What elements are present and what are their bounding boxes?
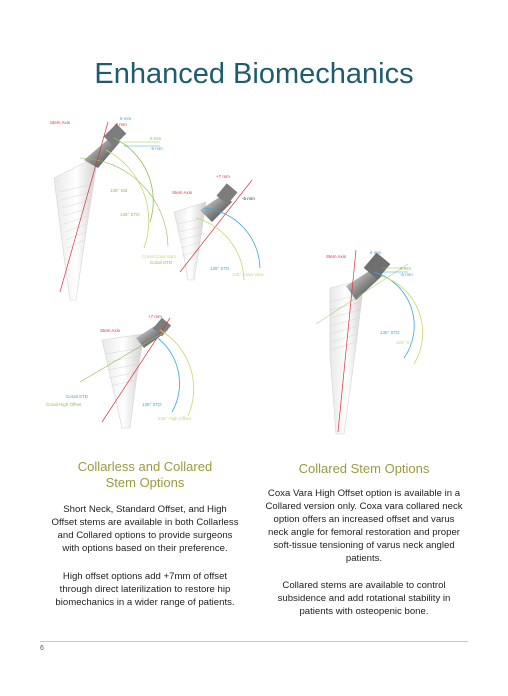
page-title: Enhanced Biomechanics	[94, 58, 414, 90]
label-angle-a: 135° STD	[210, 266, 230, 271]
left-paragraph-2: High offset options add +7mm of offset through direct laterilization to restore hip biomechanics in a wider range of patients.	[55, 571, 235, 608]
label-stem-axis: Stem Axis	[172, 190, 193, 195]
label-angle-a: 135° STD	[142, 402, 162, 407]
label-stem-axis: Stem Axis	[50, 120, 71, 125]
page-number: 6	[40, 645, 44, 652]
label-stem-axis: Stem Axis	[326, 254, 347, 259]
label-curve-b: Corail High Offset	[46, 402, 82, 407]
label-offset-b: -5 mm	[400, 272, 413, 277]
label-plus-mm: 8 mm	[120, 116, 132, 121]
label-minus-mm: -3 mm	[114, 122, 127, 127]
right-paragraph-2: Collared stems are available to control subsidence and add rotational stability in patients with osteopenic bone.	[277, 580, 451, 617]
label-angle-b: 125° Coxa Vara	[232, 272, 264, 277]
right-paragraph-1: Coxa Vara High Offset option is available in a Collared version only. Coxa vara collared neck option offers an increased offset and varus neck angle for femoral restoration and proper soft-tissue tensioning of varus neck angled patients.	[265, 488, 463, 564]
label-offset-b: -5 mm	[150, 146, 163, 151]
stem-diagram-collared	[316, 246, 426, 436]
label-plus-mm: +7 mm	[148, 314, 162, 319]
label-plus-mm: 8 mm	[370, 250, 382, 255]
label-curve-a: Corail STD	[66, 394, 89, 399]
left-heading	[50, 459, 240, 491]
left-heading-line1: Collarless and Collared	[77, 459, 213, 474]
stem-diagram-coxa-vara	[160, 172, 270, 282]
label-stem-axis: Stem Axis	[100, 328, 121, 333]
stem-diagram-high-offset	[40, 312, 210, 430]
label-plus-mm: +7 mm	[216, 174, 230, 179]
left-heading-line2: Stem Options	[105, 475, 185, 490]
footer-divider	[40, 641, 468, 642]
label-angle-a: 135° Std	[110, 188, 128, 193]
label-curve-a: Corail Coxa Vara	[142, 254, 176, 259]
stem-body	[330, 280, 364, 434]
right-heading: Collared Stem Options	[298, 461, 430, 476]
label-angle-b: 125° CV	[396, 340, 413, 345]
label-angle-a: 135° STD	[380, 330, 400, 335]
label-angle-b: 145° STD	[120, 212, 140, 217]
left-paragraph-1: Short Neck, Standard Offset, and High Offset stems are available in both Collarless and Collared options to provide surgeons with options based on their preference.	[51, 504, 239, 554]
label-offset-a: 6 mm	[150, 136, 162, 141]
label-curve-b: Corail STD	[150, 260, 173, 265]
label-angle-b: 135° High Offset	[158, 416, 191, 421]
stem-body	[174, 202, 206, 280]
label-offset-a: 6 mm	[400, 266, 412, 271]
label-minus-mm: -5 mm	[242, 196, 255, 201]
